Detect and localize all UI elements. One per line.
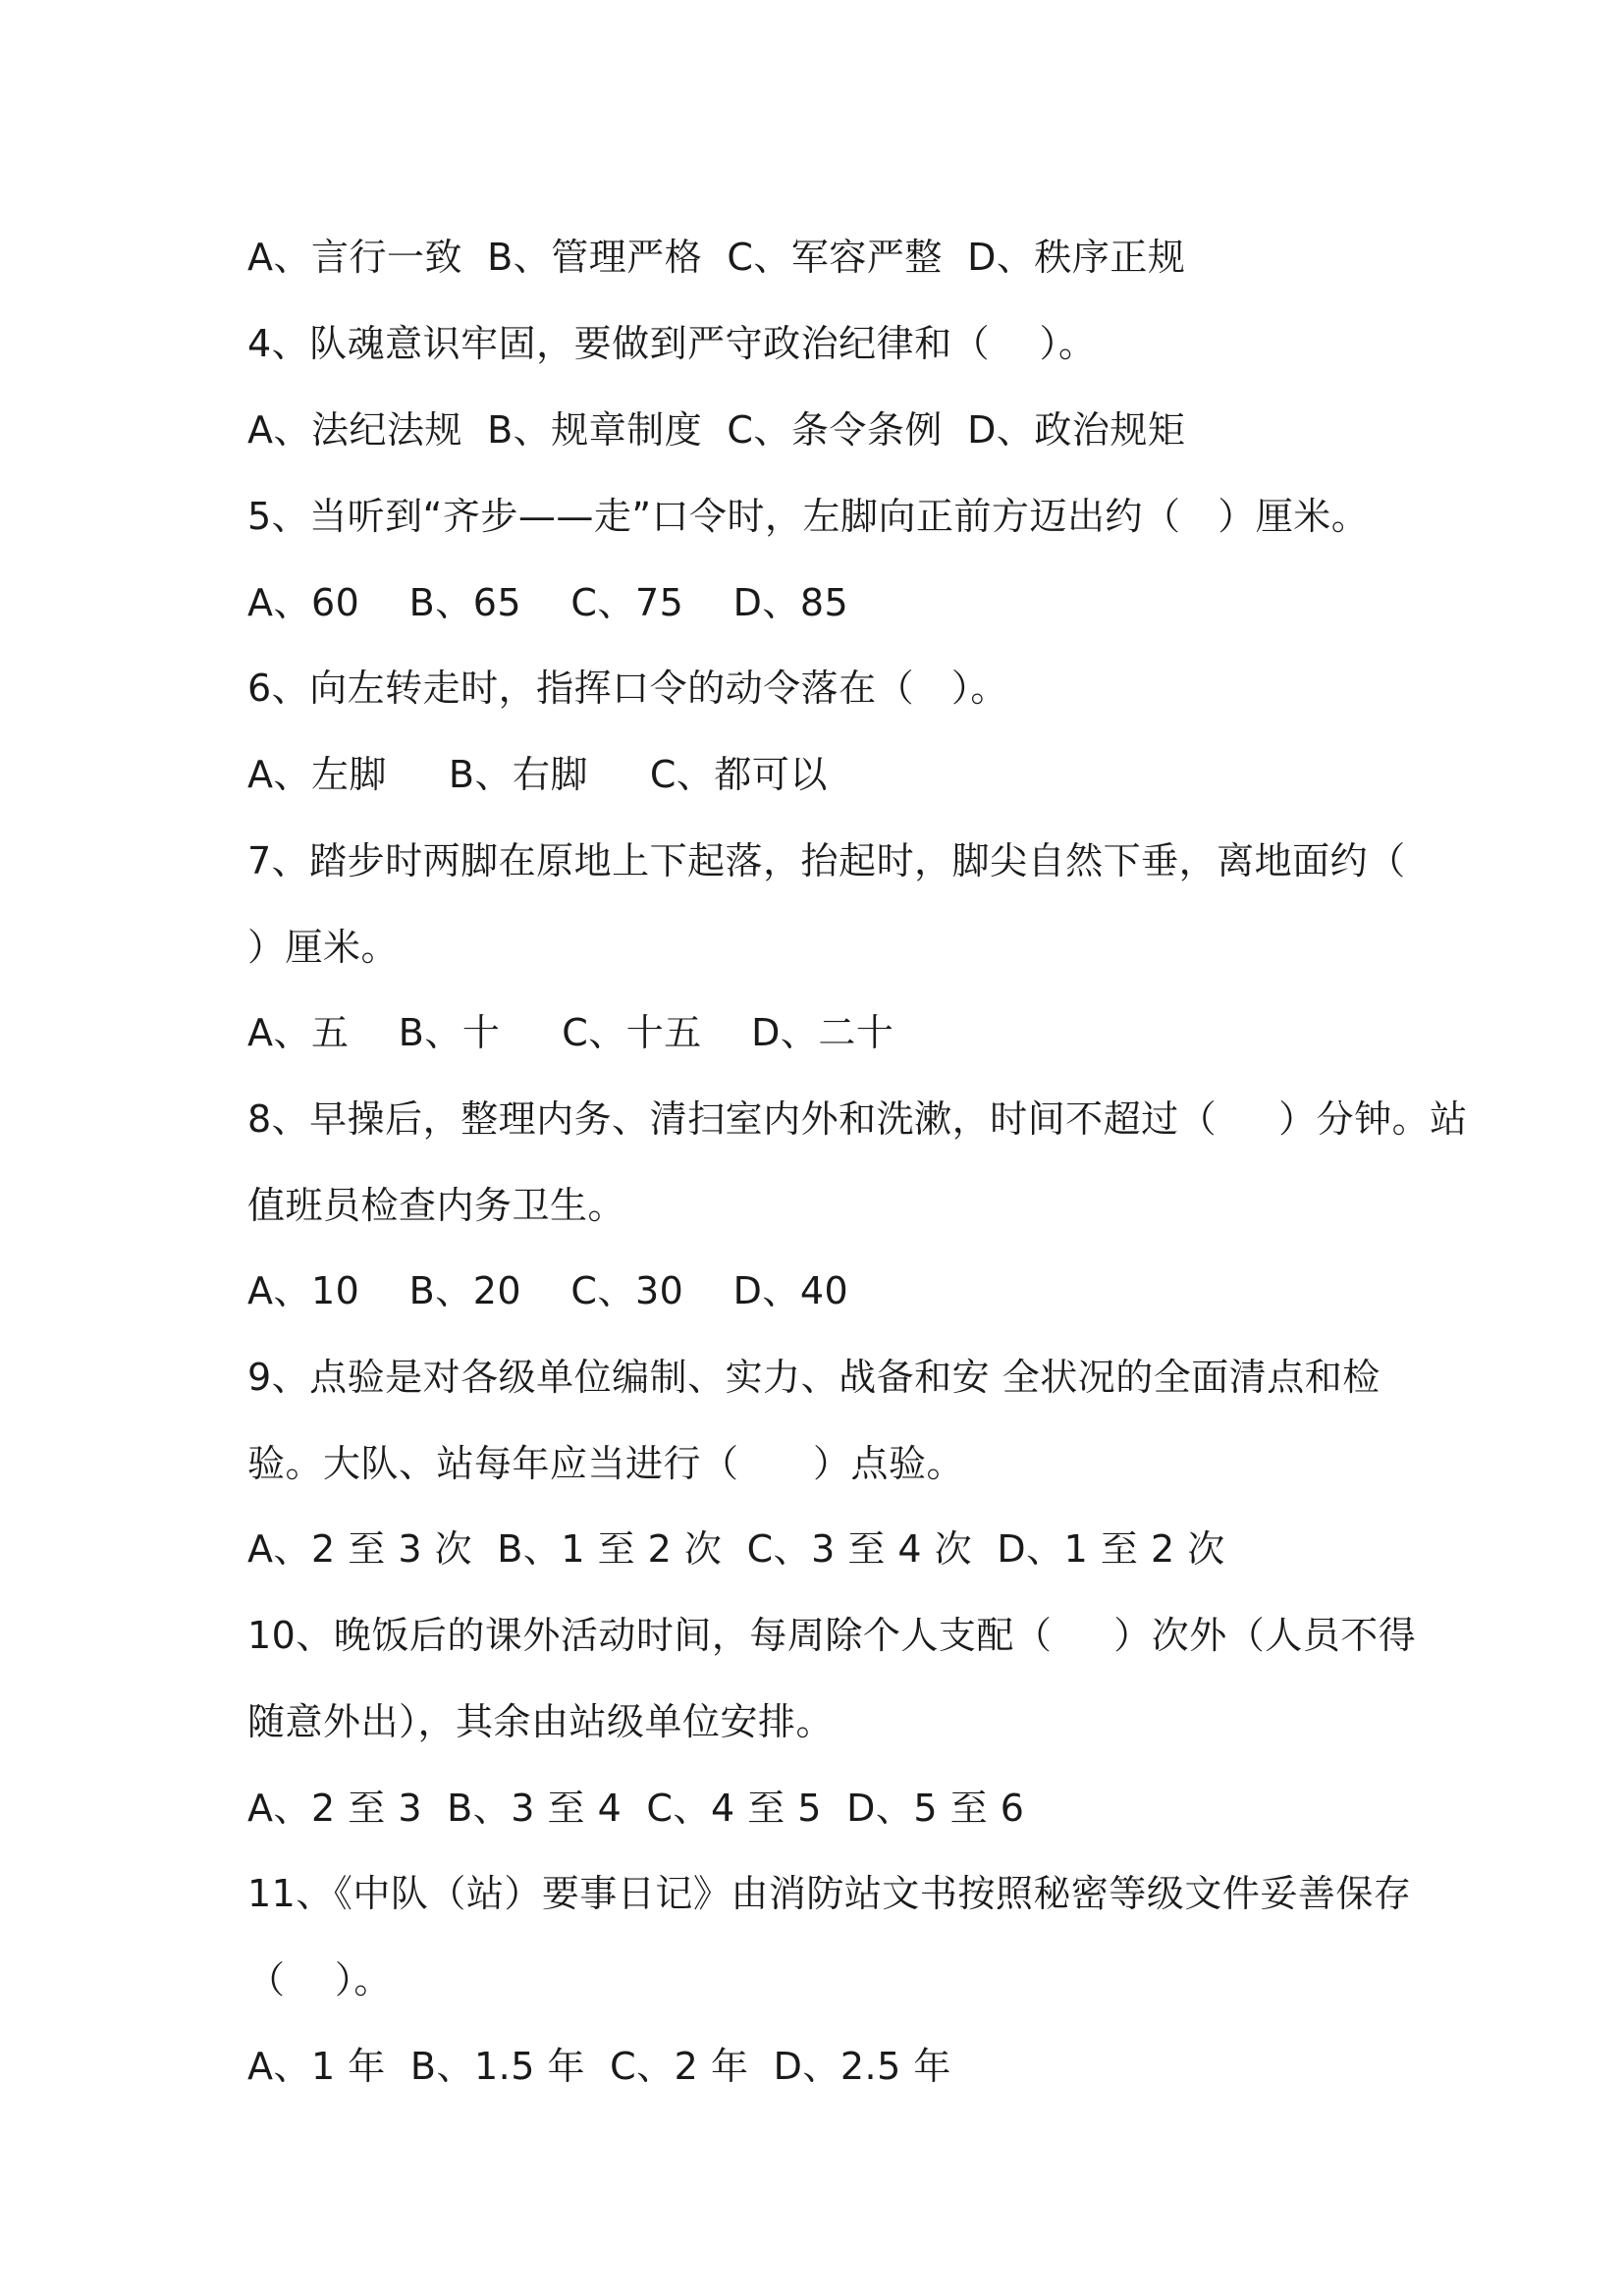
q9-question-line2: 验。大队、站每年应当进行（ ）点验。 xyxy=(247,1442,964,1485)
q3-options: A、言行一致 B、管理严格 C、军容严整 D、秩序正规 xyxy=(247,236,1186,279)
q10-question-line2: 随意外出），其余由站级单位安排。 xyxy=(247,1700,835,1743)
q10-question-line1: 10、晚饭后的课外活动时间，每周除个人支配（ ）次外（人员不得 xyxy=(247,1614,1417,1657)
q4-question: 4、队魂意识牢固，要做到严守政治纪律和（ ）。 xyxy=(247,322,1097,365)
q7-question-line1: 7、踏步时两脚在原地上下起落，抬起时，脚尖自然下垂，离地面约（ xyxy=(247,839,1406,882)
q9-options: A、2 至 3 次 B、1 至 2 次 C、3 至 4 次 D、1 至 2 次 xyxy=(247,1527,1225,1571)
q8-question-line1: 8、早操后，整理内务、清扫室内外和洗漱，时间不超过（ ）分钟。站 xyxy=(247,1097,1468,1141)
q6-options: A、左脚 B、右脚 C、都可以 xyxy=(247,753,828,796)
q10-options: A、2 至 3 B、3 至 4 C、4 至 5 D、5 至 6 xyxy=(247,1787,1025,1830)
q7-options: A、五 B、十 C、十五 D、二十 xyxy=(247,1011,894,1054)
q11-question-line2: （ ）。 xyxy=(247,1958,392,2002)
q7-question-line2: ）厘米。 xyxy=(247,926,400,969)
q4-options: A、法纪法规 B、规章制度 C、条令条例 D、政治规矩 xyxy=(247,408,1186,452)
q6-question: 6、向左转走时，指挥口令的动令落在（ ）。 xyxy=(247,667,1008,710)
q8-question-line2: 值班员检查内务卫生。 xyxy=(247,1184,626,1227)
q8-options: A、10 B、20 C、30 D、40 xyxy=(247,1269,849,1312)
q5-question: 5、当听到“齐步——走”口令时，左脚向正前方迈出约（ ）厘米。 xyxy=(247,495,1370,538)
q5-options: A、60 B、65 C、75 D、85 xyxy=(247,581,849,624)
q11-question-line1: 11、《中队（站）要事日记》由消防站文书按照秘密等级文件妥善保存 xyxy=(247,1872,1412,1915)
q9-question-line1: 9、点验是对各级单位编制、实力、战备和安 全状况的全面清点和检 xyxy=(247,1356,1380,1399)
q11-options: A、1 年 B、1.5 年 C、2 年 D、2.5 年 xyxy=(247,2045,951,2088)
